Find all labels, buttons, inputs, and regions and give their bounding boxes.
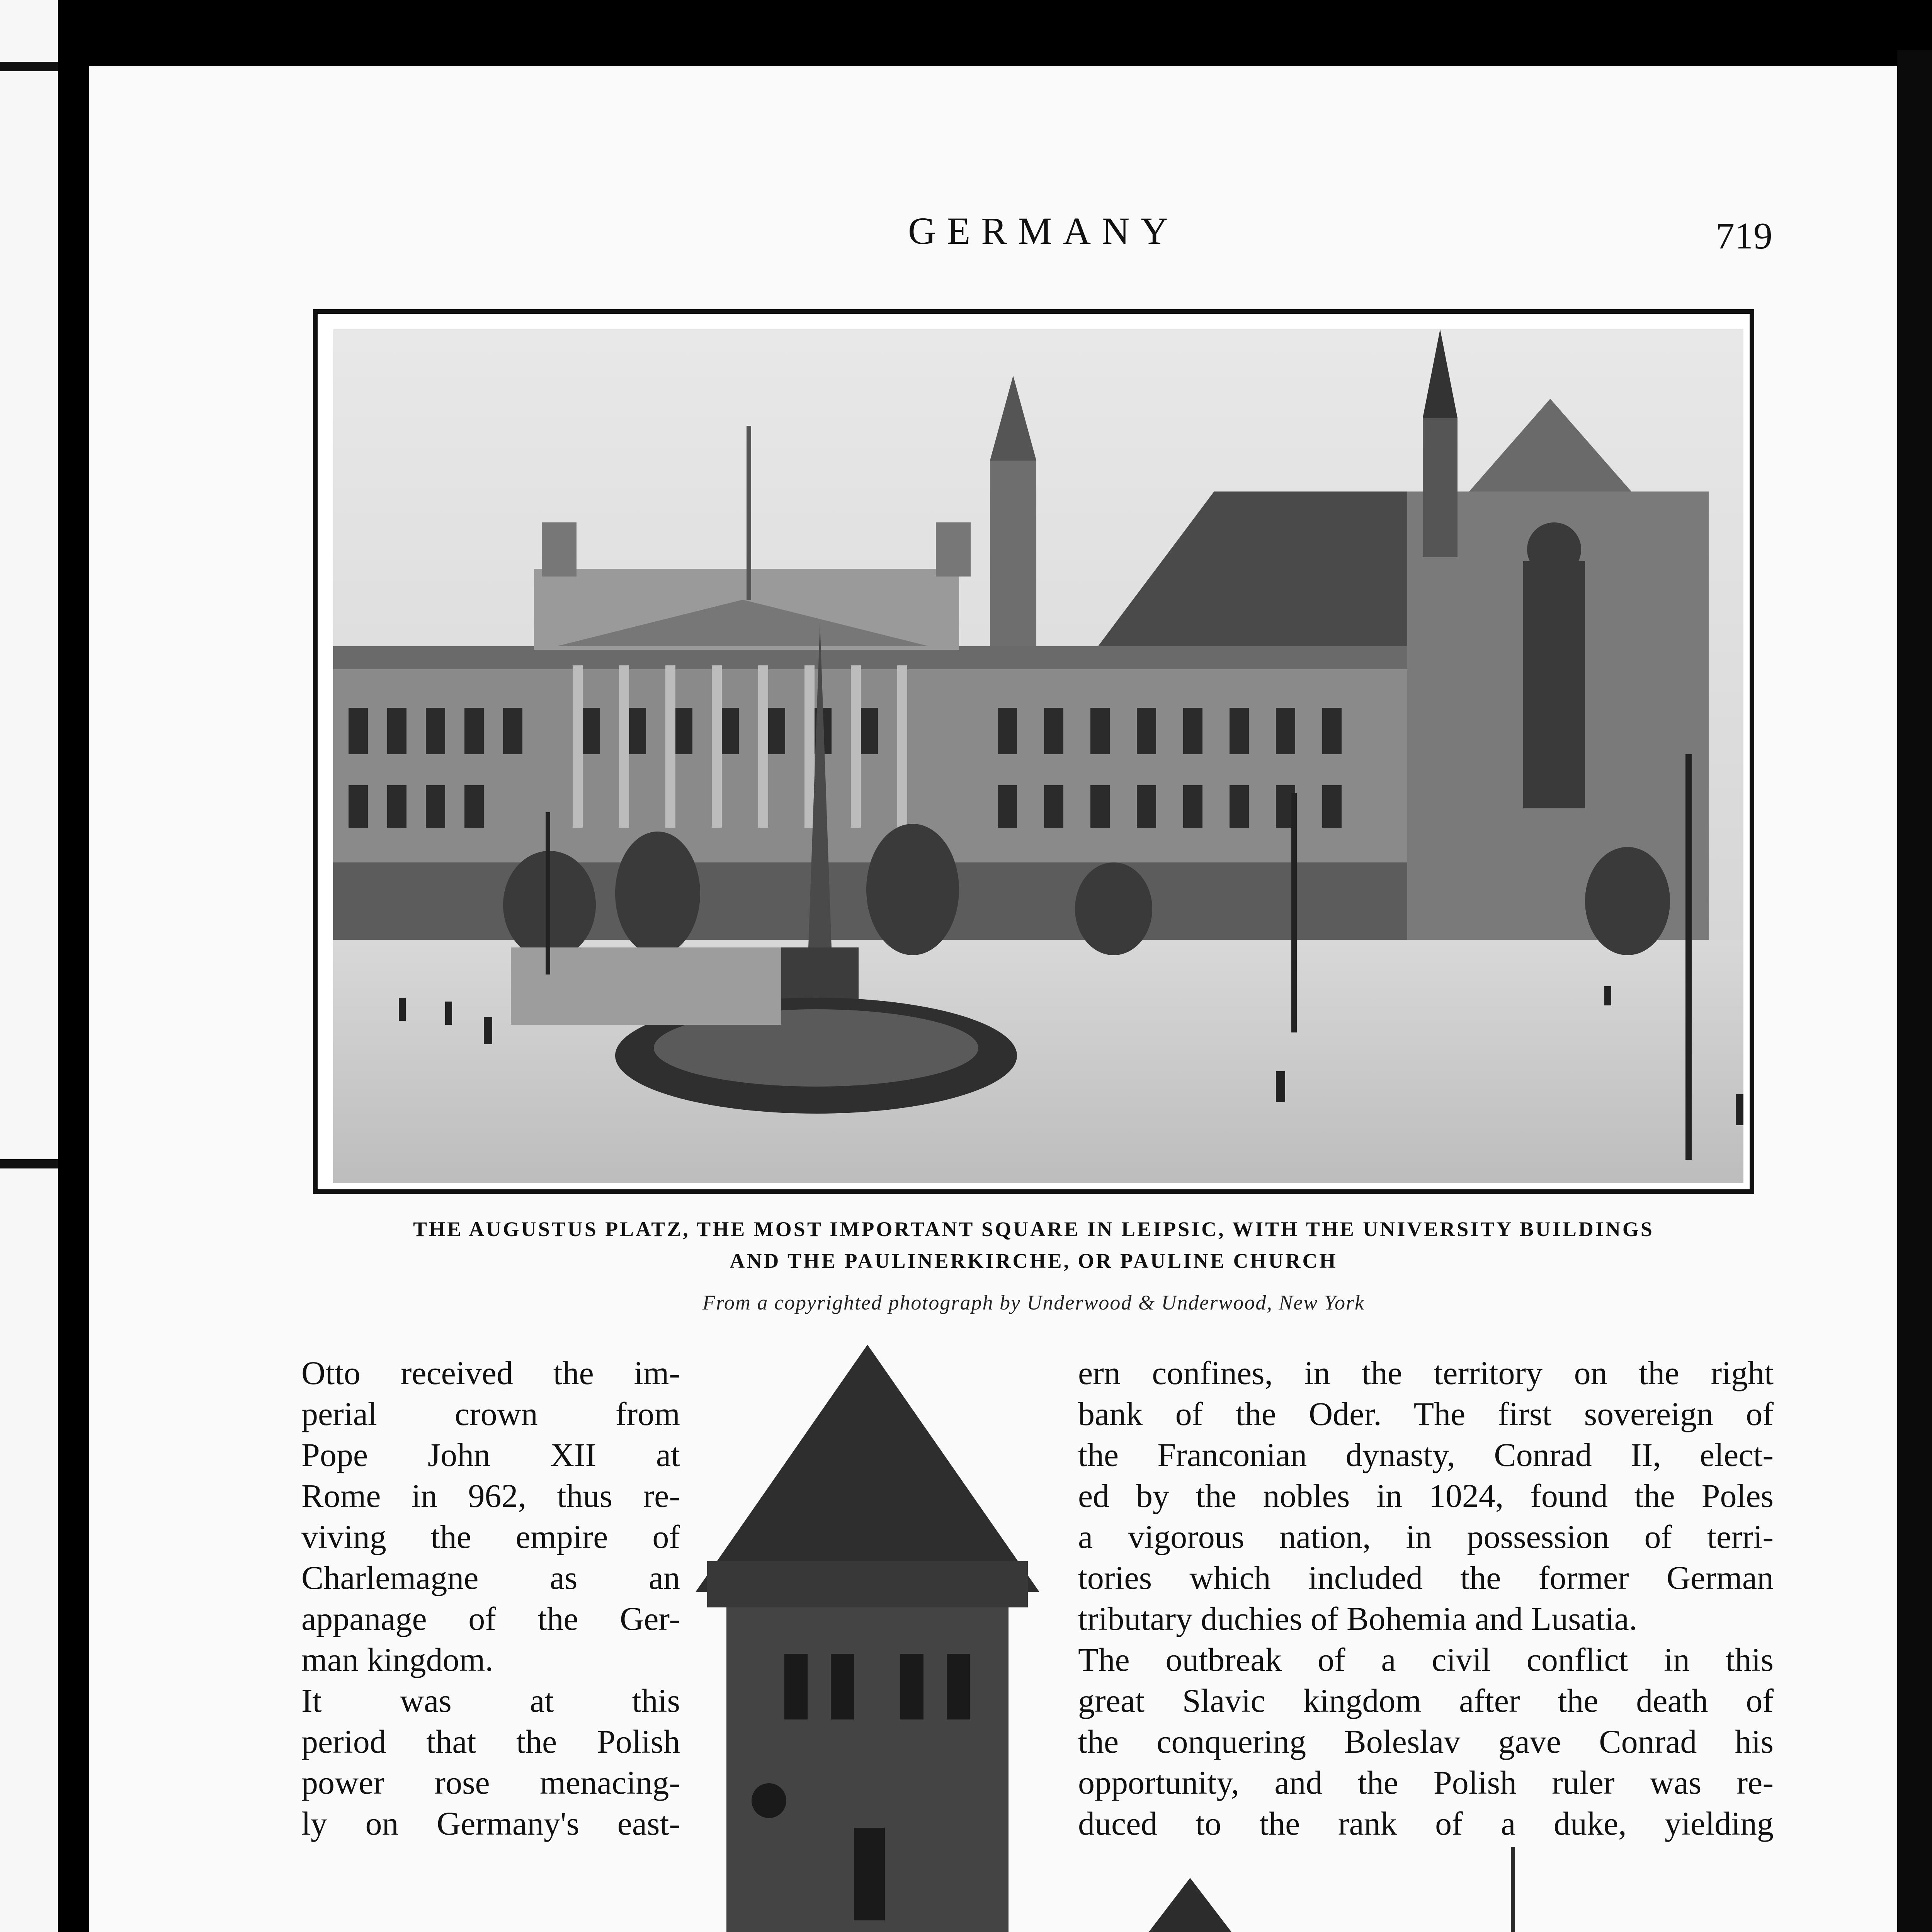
photo-credit: From a copyrighted photograph by Underwood & Underwood, New York [702, 1291, 1365, 1314]
top-caption-line: THE AUGUSTUS PLATZ, THE MOST IMPORTANT SQUARE IN LEIPSIC, WITH THE UNIVERSITY BUILDINGS [413, 1218, 1654, 1241]
text-line: ly on Germany's east- [301, 1805, 680, 1842]
text-line: great Slavic kingdom after the death of [1078, 1682, 1774, 1719]
text-line: tributary duchies of Bohemia and Lusatia. [1078, 1600, 1638, 1637]
text-line: a vigorous nation, in possession of terri- [1078, 1518, 1774, 1555]
text-line: the conquering Boleslav gave Conrad his [1078, 1723, 1774, 1760]
text-line: Pope John XII at [301, 1436, 680, 1473]
text-line: It was at this [301, 1682, 680, 1719]
royal-schloss-photo [298, 1345, 1762, 1932]
text-line: perial crown from [301, 1395, 680, 1432]
text-line: power rose menacing- [301, 1764, 680, 1801]
text-line: appanage of the Ger- [301, 1600, 680, 1637]
augustus-platz-illustration [333, 329, 1743, 1183]
adjacent-page-strip [0, 0, 58, 1932]
text-line: The outbreak of a civil conflict in this [1078, 1641, 1774, 1678]
royal-schloss-illustration [298, 1345, 1762, 1932]
text-line: the Franconian dynasty, Conrad II, elect- [1078, 1436, 1774, 1473]
running-head: GERMANY [908, 209, 1179, 252]
text-line: tories which included the former German [1078, 1559, 1774, 1596]
text-line: duced to the rank of a duke, yielding [1078, 1805, 1774, 1842]
augustus-platz-photo [313, 309, 1754, 1194]
text-line: opportunity, and the Polish ruler was re- [1078, 1764, 1774, 1801]
text-line: man kingdom. [301, 1641, 493, 1678]
strip-rule [0, 1159, 58, 1168]
text-line: period that the Polish [301, 1723, 680, 1760]
text-line: Otto received the im- [301, 1354, 680, 1391]
text-line: Rome in 962, thus re- [301, 1477, 680, 1514]
page-right-edge [1897, 50, 1932, 1932]
page-number: 719 [1716, 215, 1772, 257]
text-line: ed by the nobles in 1024, found the Poles [1078, 1477, 1774, 1514]
text-line: Charlemagne as an [301, 1559, 680, 1596]
top-photo-caption [313, 1213, 1754, 1277]
text-line: ern confines, in the territory on the right [1078, 1354, 1774, 1391]
text-line: viving the empire of [301, 1518, 680, 1555]
top-caption-line: AND THE PAULINERKIRCHE, OR PAULINE CHURCH [730, 1249, 1338, 1272]
text-line: bank of the Oder. The first sovereign of [1078, 1395, 1774, 1432]
strip-rule [0, 62, 58, 71]
